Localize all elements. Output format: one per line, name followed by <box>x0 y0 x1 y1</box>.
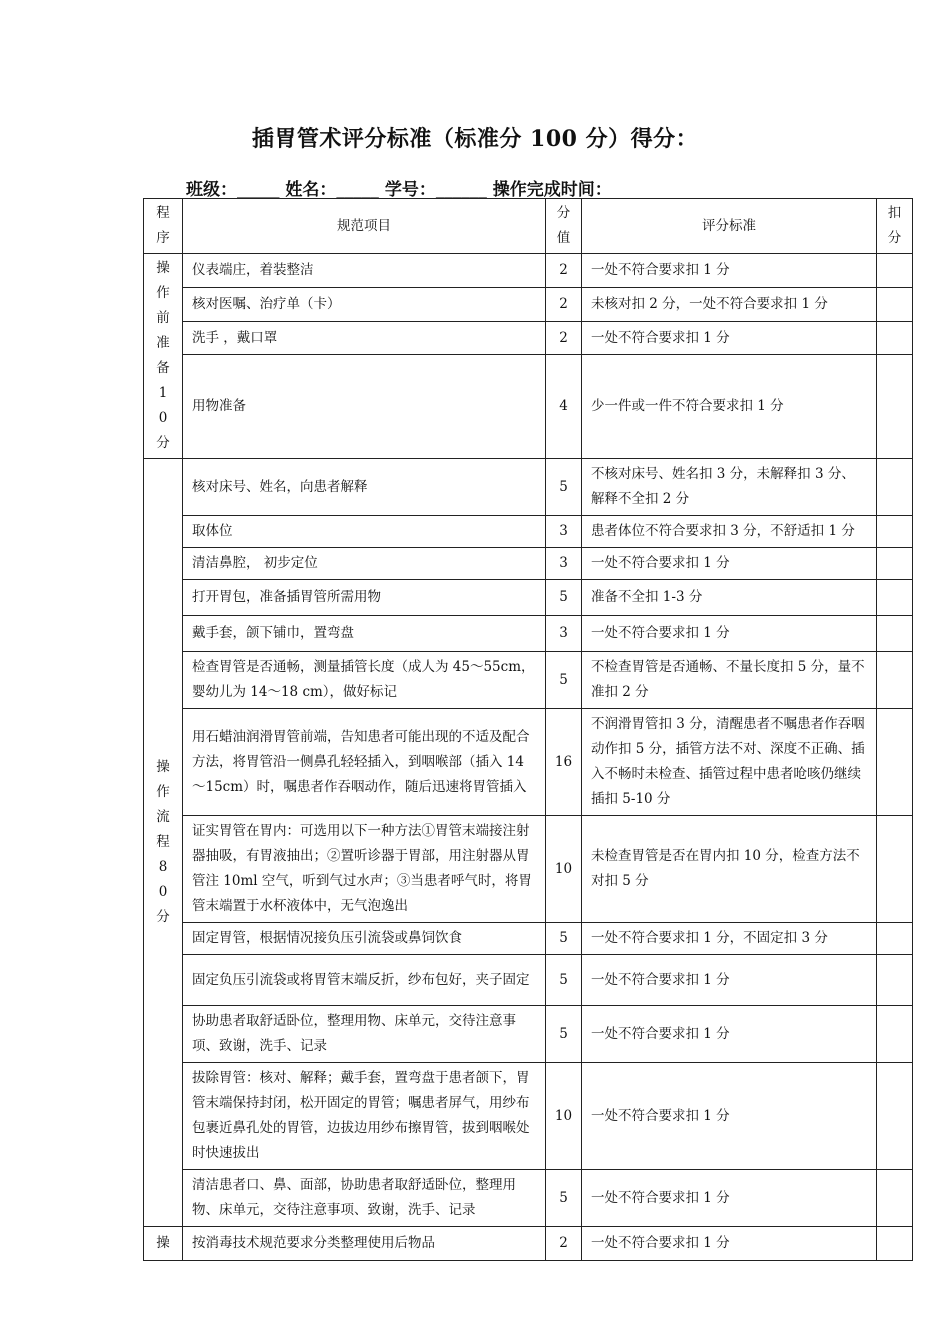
table-row <box>144 1170 913 1227</box>
criteria-cell: 不润滑胃管扣 3 分，清醒患者不嘱患者作吞咽动作扣 5 分，插管方法不对、深度不正确、插入不畅时未检查、插管过程中患者呛咳仍继续插扣 5-10 分 <box>582 709 877 816</box>
score-cell: 3 <box>546 516 582 548</box>
scoring-table <box>143 198 913 1261</box>
score-cell: 3 <box>546 548 582 580</box>
item-cell: 按消毒技术规范要求分类整理使用后物品 <box>183 1227 546 1261</box>
item-cell: 清洁患者口、鼻、面部，协助患者取舒适卧位，整理用物、床单元，交待注意事项、致谢，洗手、记录 <box>183 1170 546 1227</box>
criteria-cell: 一处不符合要求扣 1 分 <box>582 321 877 355</box>
header-procedure: 程序 <box>144 199 183 254</box>
table-row <box>144 580 913 616</box>
table-row <box>144 459 913 516</box>
table-row <box>144 709 913 816</box>
deduct-cell[interactable] <box>877 1063 913 1170</box>
table-row <box>144 616 913 652</box>
name-field: 姓名：_____ <box>285 180 379 200</box>
item-cell: 证实胃管在胃内：可选用以下一种方法①胃管末端接注射器抽吸，有胃液抽出；②置听诊器于胃部，用注射器从胃管注 10ml 空气，听到气过水声；③当患者呼气时，将胃管末端置于水杯液体中，无气泡逸出 <box>183 816 546 923</box>
score-cell: 10 <box>546 816 582 923</box>
item-cell: 固定负压引流袋或将胃管末端反折，纱布包好，夹子固定 <box>183 955 546 1006</box>
class-field: 班级：_____ <box>186 180 280 200</box>
completion-time-field: 操作完成时间： <box>492 180 612 200</box>
score-cell: 5 <box>546 955 582 1006</box>
student-info-line <box>186 175 612 200</box>
item-cell: 戴手套，颌下铺巾，置弯盘 <box>183 616 546 652</box>
table-row <box>144 321 913 355</box>
deduct-cell[interactable] <box>877 321 913 355</box>
item-cell: 用物准备 <box>183 355 546 459</box>
score-cell: 2 <box>546 254 582 288</box>
header-criteria: 评分标准 <box>582 199 877 254</box>
table-row <box>144 254 913 288</box>
score-cell: 5 <box>546 1170 582 1227</box>
table-row <box>144 816 913 923</box>
deduct-cell[interactable] <box>877 459 913 516</box>
criteria-cell: 准备不全扣 1-3 分 <box>582 580 877 616</box>
table-row <box>144 652 913 709</box>
header-deduct: 扣分 <box>877 199 913 254</box>
criteria-cell: 患者体位不符合要求扣 3 分，不舒适扣 1 分 <box>582 516 877 548</box>
deduct-cell[interactable] <box>877 287 913 321</box>
item-cell: 拔除胃管：核对、解释；戴手套，置弯盘于患者颌下，胃管末端保持封闭，松开固定的胃管；嘱患者屏气，用纱布包裹近鼻孔处的胃管，边拔边用纱布擦胃管，拔到咽喉处时快速拔出 <box>183 1063 546 1170</box>
table-row <box>144 1063 913 1170</box>
criteria-cell: 一处不符合要求扣 1 分 <box>582 955 877 1006</box>
deduct-cell[interactable] <box>877 254 913 288</box>
item-cell: 清洁鼻腔， 初步定位 <box>183 548 546 580</box>
deduct-cell[interactable] <box>877 955 913 1006</box>
criteria-cell: 一处不符合要求扣 1 分 <box>582 1063 877 1170</box>
score-cell: 2 <box>546 321 582 355</box>
procedure-section-label: 操作前准备10分 <box>144 254 183 459</box>
deduct-cell[interactable] <box>877 616 913 652</box>
deduct-cell[interactable] <box>877 1006 913 1063</box>
procedure-section-label: 操作流程80分 <box>144 459 183 1227</box>
criteria-cell: 一处不符合要求扣 1 分 <box>582 548 877 580</box>
deduct-cell[interactable] <box>877 516 913 548</box>
criteria-cell: 未检查胃管是否在胃内扣 10 分，检查方法不对扣 5 分 <box>582 816 877 923</box>
score-cell: 16 <box>546 709 582 816</box>
item-cell: 洗手 ，戴口罩 <box>183 321 546 355</box>
table-row <box>144 923 913 955</box>
item-cell: 检查胃管是否通畅，测量插管长度（成人为 45～55cm，婴幼儿为 14～18 cm），做好标记 <box>183 652 546 709</box>
criteria-cell: 一处不符合要求扣 1 分 <box>582 1006 877 1063</box>
deduct-cell[interactable] <box>877 1227 913 1261</box>
item-cell: 用石蜡油润滑胃管前端，告知患者可能出现的不适及配合方法，将胃管沿一侧鼻孔轻轻插入，到咽喉部（插入 14～15cm）时，嘱患者作吞咽动作，随后迅速将胃管插入 <box>183 709 546 816</box>
criteria-cell: 不核对床号、姓名扣 3 分，未解释扣 3 分、解释不全扣 2 分 <box>582 459 877 516</box>
criteria-cell: 一处不符合要求扣 1 分 <box>582 1227 877 1261</box>
criteria-cell: 一处不符合要求扣 1 分 <box>582 1170 877 1227</box>
score-cell: 5 <box>546 459 582 516</box>
score-cell: 5 <box>546 652 582 709</box>
score-cell: 3 <box>546 616 582 652</box>
table-row <box>144 1006 913 1063</box>
deduct-cell[interactable] <box>877 709 913 816</box>
score-cell: 5 <box>546 1006 582 1063</box>
table-row <box>144 516 913 548</box>
criteria-cell: 一处不符合要求扣 1 分，不固定扣 3 分 <box>582 923 877 955</box>
score-cell: 5 <box>546 923 582 955</box>
header-item: 规范项目 <box>183 199 546 254</box>
item-cell: 取体位 <box>183 516 546 548</box>
item-cell: 核对医嘱、治疗单（卡） <box>183 287 546 321</box>
deduct-cell[interactable] <box>877 923 913 955</box>
procedure-section-label: 操 <box>144 1227 183 1261</box>
score-cell: 5 <box>546 580 582 616</box>
table-header-row <box>144 199 913 254</box>
deduct-cell[interactable] <box>877 355 913 459</box>
deduct-cell[interactable] <box>877 580 913 616</box>
score-cell: 2 <box>546 287 582 321</box>
page-title: 插胃管术评分标准（标准分 100 分）得分： <box>251 126 699 152</box>
header-score: 分值 <box>546 199 582 254</box>
criteria-cell: 一处不符合要求扣 1 分 <box>582 254 877 288</box>
criteria-cell: 不检查胃管是否通畅、不量长度扣 5 分，量不准扣 2 分 <box>582 652 877 709</box>
table-row <box>144 287 913 321</box>
item-cell: 固定胃管，根据情况接负压引流袋或鼻饲饮食 <box>183 923 546 955</box>
item-cell: 打开胃包，准备插胃管所需用物 <box>183 580 546 616</box>
criteria-cell: 一处不符合要求扣 1 分 <box>582 616 877 652</box>
item-cell: 核对床号、姓名，向患者解释 <box>183 459 546 516</box>
item-cell: 仪表端庄，着装整洁 <box>183 254 546 288</box>
deduct-cell[interactable] <box>877 548 913 580</box>
deduct-cell[interactable] <box>877 816 913 923</box>
deduct-cell[interactable] <box>877 652 913 709</box>
table-row <box>144 1227 913 1261</box>
student-id-field: 学号：______ <box>384 180 487 200</box>
table-row <box>144 548 913 580</box>
score-cell: 4 <box>546 355 582 459</box>
item-cell: 协助患者取舒适卧位，整理用物、床单元，交待注意事项、致谢，洗手、记录 <box>183 1006 546 1063</box>
score-cell: 10 <box>546 1063 582 1170</box>
score-cell: 2 <box>546 1227 582 1261</box>
deduct-cell[interactable] <box>877 1170 913 1227</box>
criteria-cell: 少一件或一件不符合要求扣 1 分 <box>582 355 877 459</box>
table-row <box>144 955 913 1006</box>
table-row <box>144 355 913 459</box>
criteria-cell: 未核对扣 2 分，一处不符合要求扣 1 分 <box>582 287 877 321</box>
